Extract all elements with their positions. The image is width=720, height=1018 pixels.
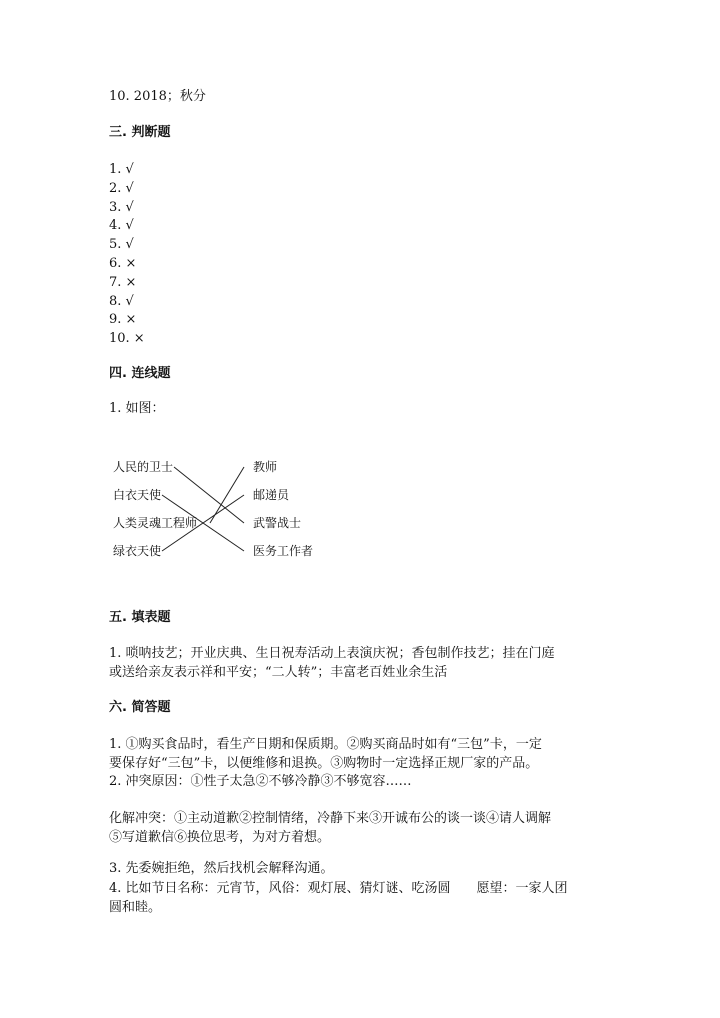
match-left-1: 人民的卫士 (113, 460, 174, 474)
short-answer-line: 1. ①购买食品时，看生产日期和保质期。②购买商品时如有“三包”卡，一定 (109, 737, 542, 752)
match-line-1-3 (174, 467, 244, 523)
short-answer-3 (109, 859, 609, 878)
section-fill-title: 五. 填表题 (109, 610, 171, 625)
answer-10-line: 10. 2018；秋分 (109, 89, 206, 104)
fill-answer (109, 644, 609, 682)
judge-item: 7. × (109, 274, 137, 290)
match-intro: 1. 如图： (109, 401, 165, 416)
judge-item: 5. √ (109, 237, 134, 253)
judge-item: 8. √ (109, 293, 134, 309)
judge-item: 6. × (109, 255, 137, 271)
section-judge-title: 三. 判断题 (109, 125, 171, 140)
short-answer-line: 3. 先委婉拒绝，然后找机会解释沟通。 (109, 861, 334, 876)
short-answer-2 (109, 772, 609, 791)
matching-diagram (110, 452, 350, 564)
short-answer-line: 4. 比如节日名称：元宵节，风俗：观灯展、猜灯谜、吃汤圆 愿望：一家人团 (109, 881, 568, 896)
short-answer-line: 圆和睦。 (109, 900, 162, 915)
short-answer-line: 化解冲突：①主动道歉②控制情绪，冷静下来③开诚布公的谈一谈④请人调解 (109, 811, 552, 826)
judge-item: 10. × (109, 331, 145, 347)
short-answer-line: 2. 冲突原因：①性子太急②不够冷静③不够宽容…… (109, 774, 412, 789)
short-answer-2-resolution (109, 809, 609, 847)
match-right-3: 武警战士 (253, 516, 302, 530)
match-left-3: 人类灵魂工程师 (113, 516, 198, 530)
short-answer-4 (109, 879, 609, 917)
judge-item: 4. √ (109, 218, 134, 234)
fill-answer-line: 1. 唢呐技艺；开业庆典、生日祝寿活动上表演庆祝；香包制作技艺；挂在门庭 (109, 646, 555, 661)
short-answer-line: ⑤写道歉信⑥换位思考，为对方着想。 (109, 830, 331, 845)
short-answer-1 (109, 735, 609, 773)
match-right-2: 邮递员 (253, 488, 290, 502)
judge-item: 1. √ (109, 162, 134, 177)
judge-item: 2. √ (109, 180, 134, 196)
fill-answer-line: 或送给亲友表示祥和平安；“二人转”；丰富老百姓业余生活 (109, 665, 448, 680)
judge-answers-list (109, 161, 145, 349)
match-right-4: 医务工作者 (253, 544, 314, 558)
match-left-2: 白衣天使 (113, 488, 162, 502)
section-match-title: 四. 连线题 (109, 366, 171, 381)
section-short-title: 六. 简答题 (109, 700, 171, 715)
judge-item: 3. √ (109, 199, 134, 215)
match-left-4: 绿衣天使 (113, 544, 162, 558)
match-right-1: 教师 (253, 460, 278, 474)
judge-item: 9. × (109, 312, 137, 328)
short-answer-line: 要保存好“三包”卡，以便维修和退换。③购物时一定选择正规厂家的产品。 (109, 756, 539, 771)
